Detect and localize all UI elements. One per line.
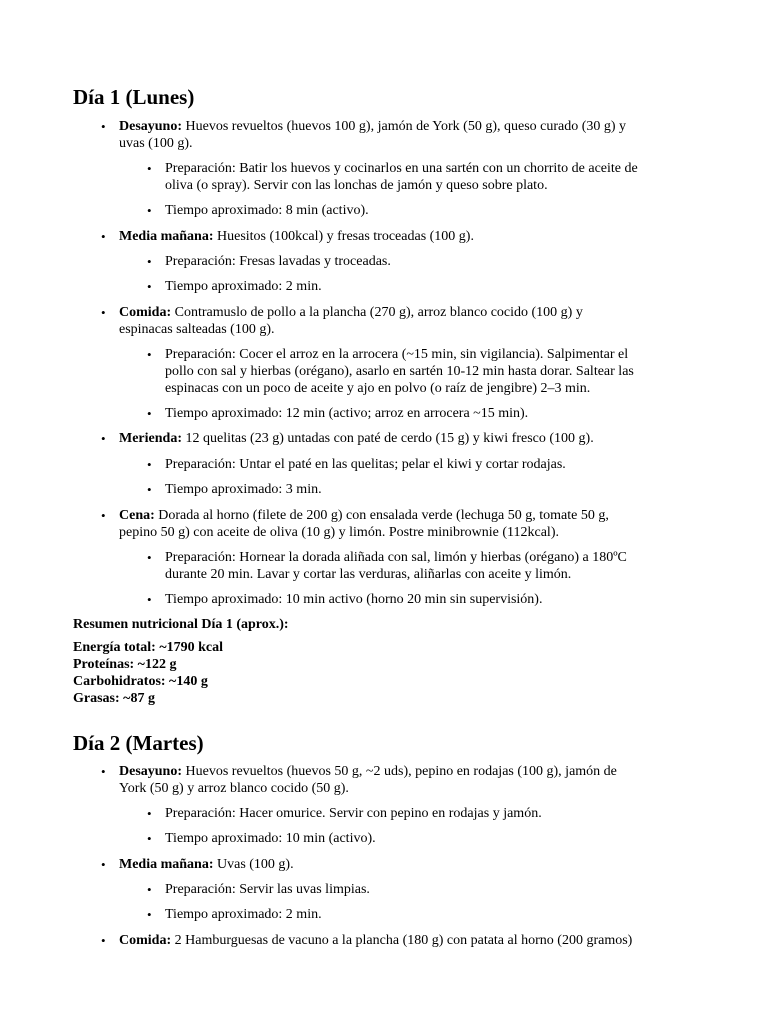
day1-summary-energy: Energía total: ~1790 kcal [73,640,223,655]
day1-comida-prep3: espinacas con un poco de aceite y ajo en polvo (o raíz de jengibre) 2–3 min. [165,381,591,396]
bullet-icon: • [101,857,106,872]
day2-media-line1 [119,856,294,873]
bullet-icon: • [147,550,152,565]
meal-label: Merienda: [119,431,182,446]
bullet-icon: • [147,831,152,846]
day1-comida-line2: espinacas salteadas (100 g). [119,322,275,337]
day1-comida-time: Tiempo aproximado: 12 min (activo; arroz en arrocera ~15 min). [165,406,529,421]
meal-text: Huevos revueltos (huevos 50 g, ~2 uds), pepino en rodajas (100 g), jamón de [185,764,617,779]
meal-text: Huesitos (100kcal) y fresas troceadas (100 g). [217,229,474,244]
meal-text: Contramuslo de pollo a la plancha (270 g), arroz blanco cocido (100 g) y [174,305,583,320]
day2-media-prep1: Preparación: Servir las uvas limpias. [165,882,370,897]
day1-cena-prep2: durante 20 min. Lavar y cortar las verduras, aliñarlas con aceite y limón. [165,567,572,582]
meal-text: 12 quelitas (23 g) untadas con paté de cerdo (15 g) y kiwi fresco (100 g). [185,431,594,446]
day2-comida-line1 [119,932,632,949]
meal-text: Huevos revueltos (huevos 100 g), jamón de York (50 g), queso curado (30 g) y [185,119,627,134]
day1-media-line1 [119,228,474,245]
meal-text: Uvas (100 g). [217,857,294,872]
bullet-icon: • [147,161,152,176]
day2-media-time: Tiempo aproximado: 2 min. [165,907,322,922]
day1-comida-prep1: Preparación: Cocer el arroz en la arrocera (~15 min, sin vigilancia). Salpimentar el [165,347,629,362]
meal-text: 2 Hamburguesas de vacuno a la plancha (180 g) con patata al horno (200 gramos) [174,933,633,948]
day1-desayuno-line1 [119,118,626,135]
day1-cena-time: Tiempo aproximado: 10 min activo (horno 20 min sin supervisión). [165,592,543,607]
bullet-icon: • [147,457,152,472]
bullet-icon: • [101,119,106,134]
bullet-icon: • [101,229,106,244]
meal-label: Media mañana: [119,857,214,872]
bullet-icon: • [147,592,152,607]
day1-merienda-prep1: Preparación: Untar el paté en las quelitas; pelar el kiwi y cortar rodajas. [165,457,566,472]
day2-heading: Día 2 (Martes) [73,731,204,755]
bullet-icon: • [147,406,152,421]
day1-desayuno-line2: uvas (100 g). [119,136,193,151]
bullet-icon: • [147,907,152,922]
day1-heading: Día 1 (Lunes) [73,85,195,109]
bullet-icon: • [101,764,106,779]
bullet-icon: • [101,933,106,948]
day1-desayuno-prep2: oliva (o spray). Servir con las lonchas de jamón y queso sobre plato. [165,178,548,193]
day1-merienda-line1 [119,430,594,447]
meal-label: Cena: [119,508,155,523]
day1-merienda-time: Tiempo aproximado: 3 min. [165,482,322,497]
day1-media-time: Tiempo aproximado: 2 min. [165,279,322,294]
bullet-icon: • [101,508,106,523]
day1-comida-line1 [119,304,583,321]
day2-desayuno-line1 [119,763,617,780]
day1-summary-carbs: Carbohidratos: ~140 g [73,674,208,689]
meal-label: Comida: [119,305,172,320]
meal-label: Desayuno: [119,119,183,134]
bullet-icon: • [147,482,152,497]
day1-summary-protein: Proteínas: ~122 g [73,657,177,672]
day1-comida-prep2: pollo con sal y hierbas (orégano), asarlo en sartén 10-12 min hasta dorar. Saltear las [165,364,634,379]
day1-summary-fat: Grasas: ~87 g [73,691,155,706]
day2-desayuno-time: Tiempo aproximado: 10 min (activo). [165,831,376,846]
day1-desayuno-time: Tiempo aproximado: 8 min (activo). [165,203,369,218]
bullet-icon: • [147,882,152,897]
bullet-icon: • [147,254,152,269]
meal-label: Desayuno: [119,764,183,779]
bullet-icon: • [101,305,106,320]
meal-label: Comida: [119,933,172,948]
bullet-icon: • [147,806,152,821]
bullet-icon: • [147,347,152,362]
bullet-icon: • [147,203,152,218]
day1-summary-title: Resumen nutricional Día 1 (aprox.): [73,617,289,632]
day2-desayuno-prep1: Preparación: Hacer omurice. Servir con pepino en rodajas y jamón. [165,806,542,821]
bullet-icon: • [147,279,152,294]
day1-media-prep1: Preparación: Fresas lavadas y troceadas. [165,254,391,269]
day1-desayuno-prep1: Preparación: Batir los huevos y cocinarlos en una sartén con un chorrito de aceite de [165,161,638,176]
meal-label: Media mañana: [119,229,214,244]
day1-cena-prep1: Preparación: Hornear la dorada aliñada con sal, limón y hierbas (orégano) a 180ºC [165,550,627,565]
day1-cena-line1 [119,507,609,524]
day1-cena-line2: pepino 50 g) con aceite de oliva (10 g) y limón. Postre minibrownie (112kcal). [119,525,559,540]
meal-text: Dorada al horno (filete de 200 g) con ensalada verde (lechuga 50 g, tomate 50 g, [158,508,609,523]
day2-desayuno-line2: York (50 g) y arroz blanco cocido (50 g). [119,781,349,796]
bullet-icon: • [101,431,106,446]
